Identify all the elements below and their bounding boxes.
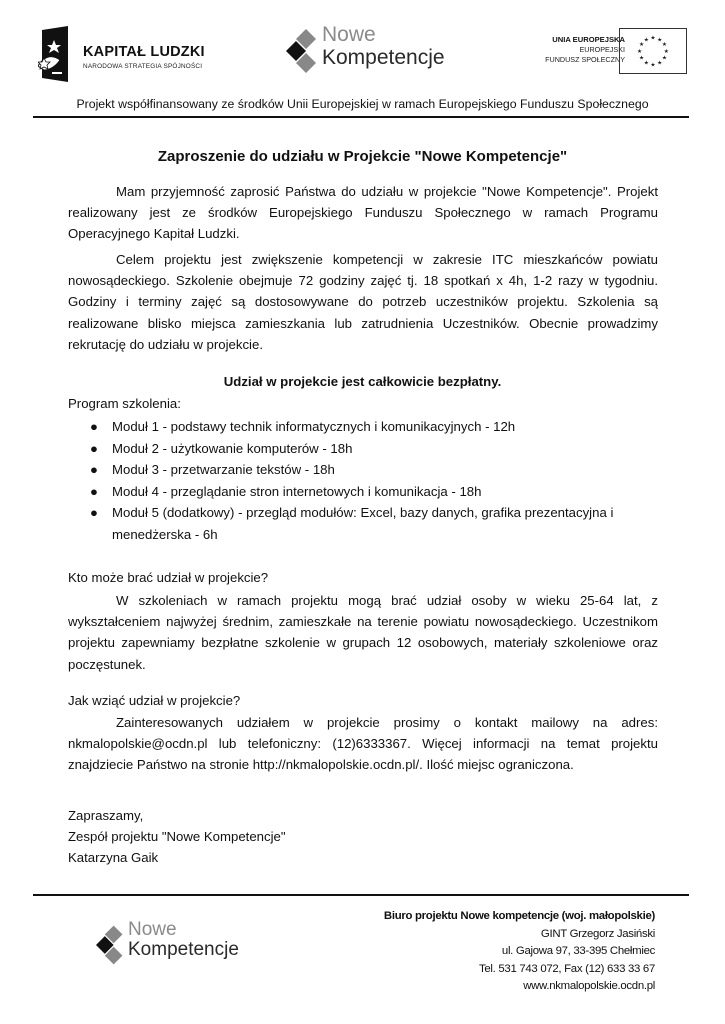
footer-nowe-kompetencje-logo [96, 919, 266, 968]
office-company: GINT Grzegorz Jasiński [540, 927, 655, 940]
who-text: W szkoleniach w ramach projektu mogą brać udział osoby w wieku 25-64 lat, z wykształceniem najwyżej średnim, zamieszkałe na terenie powiatu nowosądeckiego. Uczestnikom projektu zapewniamy bezpłatne szkolenie w grupach 12 osobowych, materiały szkoleniowe oraz poczęstunek. [68, 593, 658, 672]
closing-line1: Zapraszamy, [68, 808, 144, 823]
svg-text:★: ★ [637, 48, 643, 55]
list-item: ● Moduł 5 (dodatkowy) - przegląd modułów: Excel, bazy danych, grafika prezentacyjna i menedżerska - 6h [68, 502, 658, 545]
eu-label-line1: UNIA EUROPEJSKA [552, 35, 625, 44]
svg-text:★: ★ [661, 42, 668, 49]
footer-divider [33, 894, 689, 896]
svg-text:★: ★ [638, 55, 645, 62]
bullet-icon: ● [90, 462, 98, 477]
list-item: ● Moduł 2 - użytkowanie komputerów - 18h [68, 438, 658, 460]
who-heading: Kto może brać udział w projekcie? [68, 570, 269, 585]
svg-text:★: ★ [650, 35, 656, 42]
eu-label-line2: EUROPEJSKI [579, 45, 625, 54]
svg-text:★: ★ [650, 62, 656, 69]
logo-word-kompetencje: Kompetencje [322, 46, 445, 69]
diamond-squares-icon [286, 28, 320, 74]
svg-text:★: ★ [657, 37, 663, 44]
goal-paragraph [68, 249, 658, 355]
svg-text:★: ★ [657, 60, 663, 67]
free-participation-notice: Udział w projekcie jest całkowicie bezpłatny. [223, 374, 502, 389]
office-website: www.nkmalopolskie.ocdn.pl [523, 980, 655, 992]
program-label: Program szkolenia: [68, 396, 181, 411]
eu-fund-label [515, 34, 625, 65]
list-item: ● Moduł 1 - podstawy technik informatycznych i komunikacyjnych - 12h [68, 416, 658, 438]
how-heading: Jak wziąć udział w projekcie? [68, 693, 241, 708]
signature-name: Katarzyna Gaik [68, 850, 159, 865]
cofunding-statement: Projekt współfinansowany ze środków Unii Europejskiej w ramach Europejskiego Funduszu Społecznego [76, 97, 649, 111]
office-address: ul. Gajowa 97, 33-395 Chełmiec [501, 945, 655, 957]
nowe-kompetencje-logo [286, 23, 476, 78]
how-paragraph [68, 712, 658, 776]
goal-text: Celem projektu jest zwiększenie kompetencji w zakresie ITC mieszkańców powiatu nowosądeckiego. Szkolenie obejmuje 72 godziny zajęć tj. 18 spotkań x 4h, 1-2 razy w tygodniu. Godziny i terminy zajęć są dostosowywane do potrzeb uczestników projektu. Szkolenia są realizowane blisko miejsca zamieszkania lub zatrudnienia Uczestników. Obecnie prowadzimy rekrutację do udziału w projekcie. [68, 252, 658, 352]
eu-label-line3: FUNDUSZ SPOŁECZNY [545, 55, 625, 64]
intro-paragraph [68, 181, 658, 245]
how-text: Zainteresowanych udziałem w projekcie prosimy o kontakt mailowy na adres: nkmalopolskie@ocdn.pl lub telefoniczny: (12)6333367. Więcej informacji na temat projektu znajdziecie Państwo na stronie http://nkmalopolskie.ocdn.pl/. Ilość miejsc ograniczona. [68, 715, 658, 773]
svg-text:★: ★ [643, 37, 649, 44]
who-paragraph [68, 590, 658, 675]
modules-list [68, 416, 658, 545]
logo-word-nowe: Nowe [128, 919, 177, 940]
kapital-ludzki-flag-icon [38, 26, 70, 82]
office-title: Biuro projektu Nowe kompetencje (woj. małopolskie) [383, 910, 655, 922]
bullet-icon: ● [90, 483, 98, 499]
office-phone-fax: Tel. 531 743 072, Fax (12) 633 33 67 [478, 962, 655, 975]
kapital-ludzki-title: KAPITAŁ LUDZKI [83, 44, 205, 60]
svg-text:★: ★ [643, 60, 649, 67]
kapital-ludzki-subtitle: NARODOWA STRATEGIA SPÓJNOŚCI [83, 63, 203, 70]
list-item: ● Moduł 4 - przeglądanie stron internetowych i komunikacja - 18h [68, 481, 658, 503]
office-contact-block [384, 908, 655, 996]
svg-text:★: ★ [661, 55, 668, 62]
closing-line2: Zespół projektu "Nowe Kompetencje" [68, 829, 286, 844]
svg-text:★: ★ [663, 48, 669, 55]
header-divider [33, 116, 689, 118]
eu-flag-icon [619, 28, 687, 74]
list-item: ● Moduł 3 - przetwarzanie tekstów - 18h [68, 459, 658, 481]
logo-word-nowe: Nowe [322, 23, 376, 46]
bullet-icon: ● [90, 505, 98, 520]
kapital-ludzki-logo [38, 26, 238, 86]
bullet-icon: ● [90, 419, 98, 434]
document-title: Zaproszenie do udziału w Projekcie "Nowe Kompetencje" [157, 148, 568, 165]
intro-text: Mam przyjemność zaprosić Państwa do udziału w projekcie "Nowe Kompetencje". Projekt realizowany jest ze środków Europejskiego Funduszu Społecznego w ramach Programu Operacyjnego Kapitał Ludzki. [68, 184, 658, 242]
logo-word-kompetencje: Kompetencje [128, 939, 239, 960]
diamond-squares-icon [96, 924, 126, 966]
svg-text:★: ★ [638, 42, 645, 49]
bullet-icon: ● [90, 440, 98, 456]
